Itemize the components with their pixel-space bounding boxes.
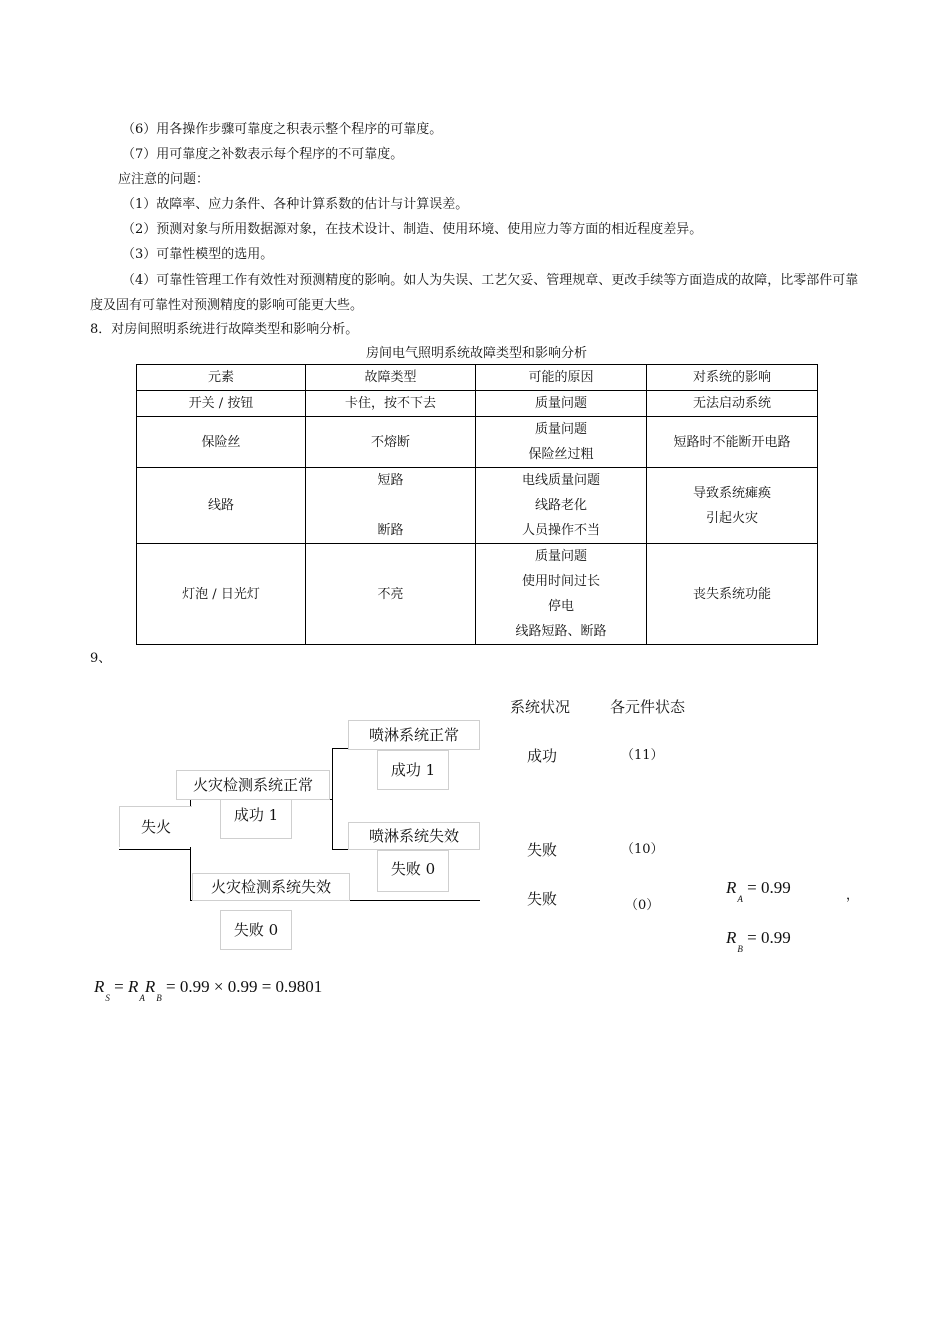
cause-item: 质量问题	[534, 422, 587, 437]
rb-value: = 0.99	[747, 928, 791, 947]
outcome-status: 成功	[527, 747, 558, 765]
header-effect: 对系统的影响	[647, 365, 818, 391]
ra-formula	[726, 878, 791, 904]
rb-formula	[726, 928, 791, 954]
cause-item: 使用时间过长	[521, 574, 600, 589]
cell-effect: 无法启动系统	[647, 391, 818, 417]
root-event-label: 失火	[119, 806, 192, 847]
sprinkler-fail-label: 喷淋系统失效	[348, 822, 480, 850]
cell-causes	[476, 544, 647, 645]
outcome-state: （10）	[621, 842, 664, 857]
sprinkler-ok-value: 成功 1	[377, 750, 449, 790]
rs-value: = 0.99 × 0.99 = 0.9801	[166, 977, 323, 996]
cell-effects	[647, 468, 818, 544]
cell-element: 灯泡 / 日光灯	[137, 544, 306, 645]
sprinkler-ok-label: 喷淋系统正常	[348, 720, 480, 750]
rb-subscript: B	[737, 944, 743, 954]
note-3-text: （3）可靠性模型的选用。	[122, 247, 274, 262]
cell-causes	[476, 417, 647, 468]
note-1-text: （1）故障率、应力条件、各种计算系数的估计与计算误差。	[122, 197, 469, 212]
header-failure-type: 故障类型	[306, 365, 476, 391]
question-8-heading: 8．对房间照明系统进行故障类型和影响分析。	[90, 322, 359, 337]
table-row	[137, 468, 818, 544]
detect-fail-label: 火灾检测系统失效	[192, 873, 350, 901]
cell-effect: 丧失系统功能	[647, 544, 818, 645]
detect-fail-value: 失败 0	[220, 910, 292, 950]
step-7-text: （7）用可靠度之补数表示每个程序的不可靠度。	[122, 147, 404, 162]
outcome-status: 失败	[527, 890, 558, 908]
step-6-text: （6）用各操作步骤可靠度之积表示整个程序的可靠度。	[122, 122, 443, 137]
root-branch-line	[119, 849, 191, 850]
cell-failure: 不亮	[306, 544, 476, 645]
component-state-header: 各元件状态	[610, 698, 686, 716]
cause-item: 保险丝过粗	[528, 447, 594, 462]
question-9-heading: 9、	[90, 651, 112, 666]
rs-factor-a: R	[127, 977, 139, 996]
cause-item: 质量问题	[534, 549, 587, 564]
outcome-state: （0）	[625, 898, 660, 913]
effect-item: 引起火灾	[705, 510, 758, 526]
failure-item: 断路	[377, 523, 404, 538]
table-header-row	[137, 365, 818, 391]
ra-value: = 0.99	[747, 878, 791, 897]
cause-item: 线路短路、断路	[515, 624, 607, 639]
effect-item: 导致系统瘫痪	[692, 485, 771, 501]
cell-effect: 短路时不能断开电路	[647, 417, 818, 468]
notes-heading: 应注意的问题：	[118, 172, 210, 187]
outcome-status: 失败	[527, 841, 558, 859]
rs-subscript: S	[105, 993, 110, 1003]
table-row	[137, 391, 818, 417]
cell-cause: 质量问题	[476, 391, 647, 417]
rs-factor-b: R	[144, 977, 156, 996]
rs-factor-b-subscript: B	[156, 993, 162, 1003]
header-element: 元素	[137, 365, 306, 391]
cell-failure: 不熔断	[306, 417, 476, 468]
outcome-state: （11）	[621, 748, 664, 763]
rs-equals: =	[114, 977, 124, 996]
cell-element: 线路	[137, 468, 306, 544]
cell-failure: 卡住，按不下去	[306, 391, 476, 417]
rb-symbol: R	[726, 928, 737, 947]
cell-failures	[306, 468, 476, 544]
ra-symbol: R	[726, 878, 737, 897]
rs-formula	[94, 977, 323, 1003]
table-row	[137, 544, 818, 645]
cause-item: 停电	[547, 599, 574, 614]
rs-factor-a-subscript: A	[139, 993, 145, 1003]
rs-symbol: R	[94, 977, 105, 996]
ra-subscript: A	[737, 894, 743, 904]
note-4-paragraph: （4）可靠性管理工作有效性对预测精度的影响。如人为失误、工艺欠妥、管理规章、更改手续等方面造成的故障，比零部件可靠度及固有可靠性对预测精度的影响可能更大些。	[90, 273, 859, 313]
sprinkler-fail-value: 失败 0	[377, 850, 449, 892]
sprinkler-vertical-line	[332, 748, 333, 850]
cell-element: 保险丝	[137, 417, 306, 468]
table-caption: 房间电气照明系统故障类型和影响分析	[365, 346, 587, 361]
header-causes: 可能的原因	[476, 365, 647, 391]
cause-item: 线路老化	[534, 498, 587, 513]
cause-item: 电线质量问题	[521, 473, 600, 488]
formula-comma: ，	[846, 887, 860, 902]
cause-item: 人员操作不当	[521, 523, 600, 538]
fmea-table	[136, 364, 818, 645]
cell-causes	[476, 468, 647, 544]
system-status-header: 系统状况	[510, 698, 571, 716]
note-2-text: （2）预测对象与所用数据源对象，在技术设计、制造、使用环境、使用应力等方面的相近程度差异。	[122, 222, 703, 237]
detect-ok-label: 火灾检测系统正常	[176, 770, 330, 800]
detect-ok-value: 成功 1	[220, 799, 292, 839]
table-row	[137, 417, 818, 468]
cell-element: 开关 / 按钮	[137, 391, 306, 417]
failure-item: 短路	[377, 473, 404, 488]
